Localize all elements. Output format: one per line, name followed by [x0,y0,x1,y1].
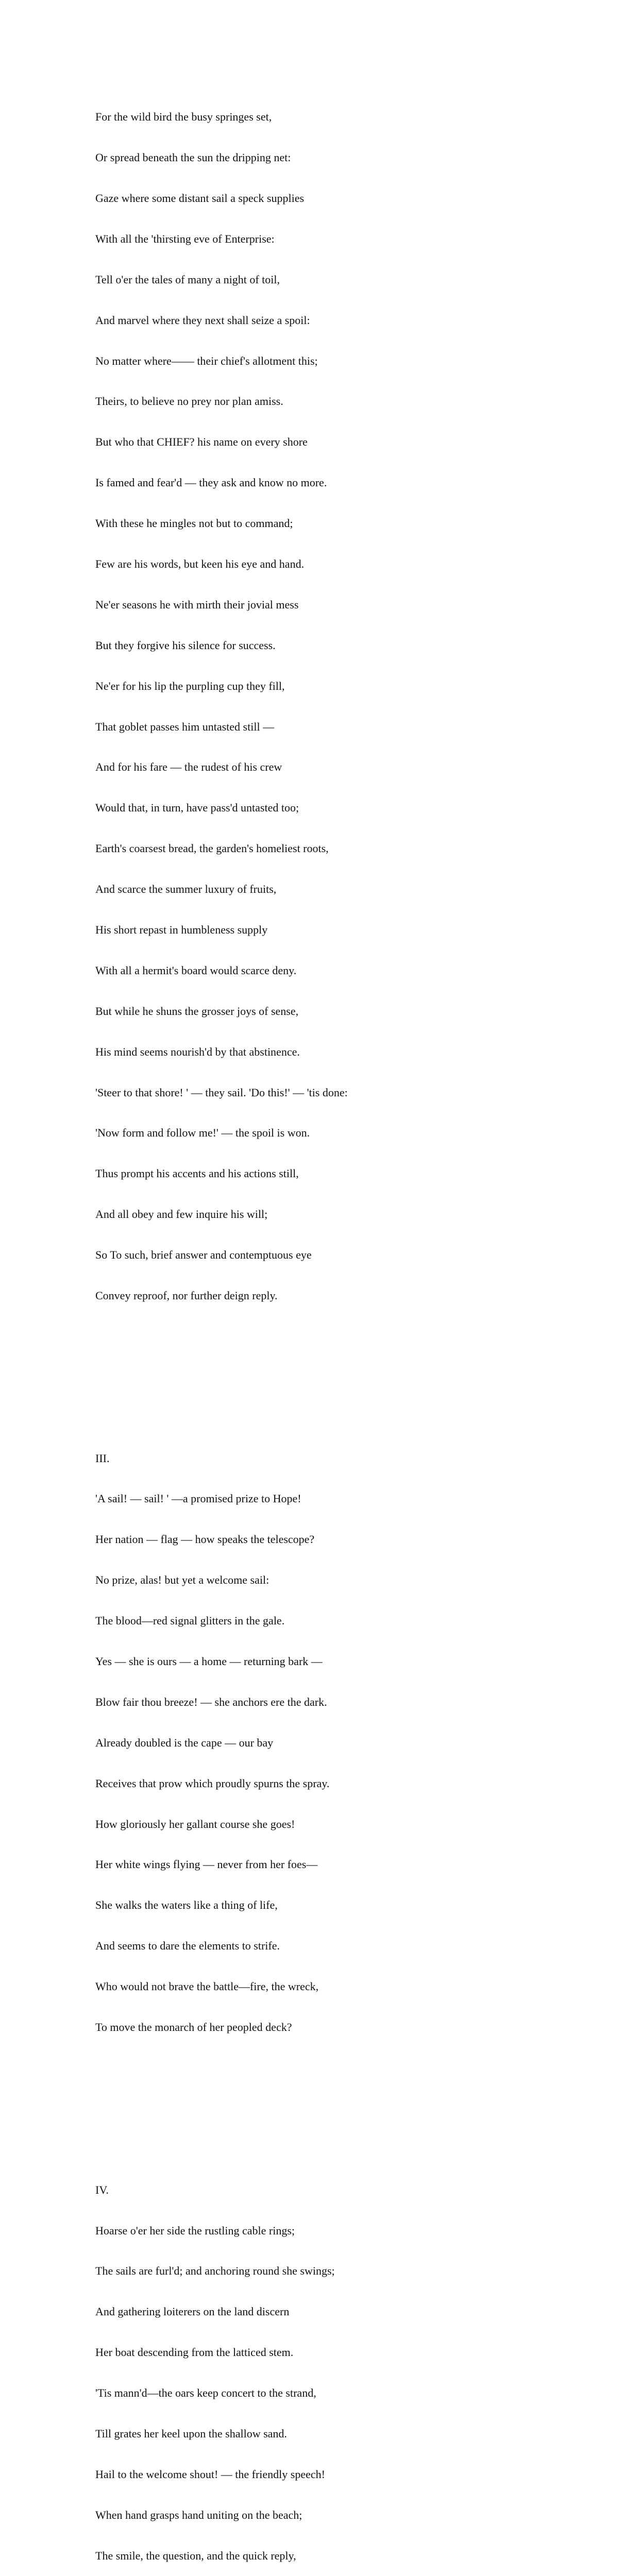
verse-line: Few are his words, but keen his eye and hand. [95,557,305,570]
verse-line: Till grates her keel upon the shallow sand. [95,2427,287,2440]
verse-line: Theirs, to believe no prey nor plan amiss. [95,395,283,408]
verse-line: That goblet passes him untasted still — [95,720,275,733]
verse-line: But they forgive his silence for success. [95,638,276,652]
stanza-heading: IV. [95,2183,109,2196]
verse-line: Or spread beneath the sun the dripping net: [95,151,291,164]
verse-line: Would that, in turn, have pass'd untasted too; [95,801,299,815]
verse-line: Thus prompt his accents and his actions still, [95,1167,299,1180]
verse-line: And for his fare — the rudest of his crew [95,760,282,774]
stanza-break [95,2102,611,2115]
verse-line: Ne'er for his lip the purpling cup they fill, [95,679,285,692]
stanza-continued [95,83,611,1330]
verse-line: When hand grasps hand uniting on the beach; [95,2508,302,2521]
verse-line: With all a hermit's board would scarce deny. [95,963,297,977]
verse-line: The blood—red signal glitters in the gale. [95,1614,285,1628]
verse-line: Is famed and fear'd — they ask and know no more. [95,476,327,489]
verse-line: And all obey and few inquire his will; [95,1208,268,1221]
verse-line: With all the 'thirsting eve of Enterprise: [95,232,275,245]
stanza-three [95,1425,611,2061]
verse-line: His mind seems nourish'd by that abstinence. [95,1045,300,1058]
verse-line: But while he shuns the grosser joys of sense, [95,1004,299,1018]
verse-line: Convey reproof, nor further deign reply. [95,1289,278,1302]
verse-line: The sails are furl'd; and anchoring round she swings; [95,2264,335,2278]
verse-line: And seems to dare the elements to strife. [95,1939,280,1953]
verse-line: With these he mingles not but to command; [95,517,293,530]
verse-line: She walks the waters like a thing of life, [95,1899,278,1912]
poem-text [95,56,611,2576]
verse-line: 'Tis mann'd—the oars keep concert to the strand, [95,2386,316,2400]
verse-line: No matter where—— their chief's allotment this; [95,354,318,367]
verse-line: So To such, brief answer and contemptuous eye [95,1248,312,1262]
verse-line: Ne'er seasons he with mirth their jovial mess [95,598,299,611]
verse-line: His short repast in humbleness supply [95,923,268,936]
verse-line: The smile, the question, and the quick reply, [95,2549,296,2562]
verse-line: Her nation — flag — how speaks the telescope? [95,1533,315,1546]
verse-line: Receives that prow which proudly spurns the spray. [95,1776,330,1790]
verse-line: Her boat descending from the latticed stem. [95,2346,294,2359]
verse-line: For the wild bird the busy springes set, [95,110,272,124]
stanza-heading: III. [95,1451,110,1465]
verse-line: Who would not brave the battle—fire, the wreck, [95,1980,319,1993]
verse-line: 'Steer to that shore! ' — they sail. 'Do this!' — 'tis done: [95,1086,348,1099]
verse-line: Hoarse o'er her side the rustling cable rings; [95,2224,295,2237]
verse-line: Her white wings flying — never from her foes— [95,1858,318,1871]
verse-line: No prize, alas! but yet a welcome sail: [95,1573,270,1587]
stanza-break [95,1370,611,1384]
verse-line: Gaze where some distant sail a speck supplies [95,191,305,205]
verse-line: Earth's coarsest bread, the garden's homeliest roots, [95,842,329,855]
verse-line: And gathering loiterers on the land discern [95,2305,290,2318]
verse-line: And scarce the summer luxury of fruits, [95,883,277,896]
verse-line: Hail to the welcome shout! — the friendly speech! [95,2467,325,2481]
verse-line: Tell o'er the tales of many a night of toil, [95,273,280,286]
verse-line: Blow fair thou breeze! — she anchors ere the dark. [95,1695,327,1708]
verse-line: And marvel where they next shall seize a spoil: [95,313,310,327]
verse-line: But who that CHIEF? his name on every shore [95,435,308,449]
verse-line: To move the monarch of her peopled deck? [95,2021,292,2034]
verse-line: 'A sail! — sail! ' —a promised prize to Hope! [95,1492,301,1505]
verse-line: 'Now form and follow me!' — the spoil is won. [95,1126,310,1140]
stanza-four [95,2156,611,2576]
verse-line: Yes — she is ours — a home — returning bark — [95,1655,323,1668]
verse-line: How gloriously her gallant course she goes! [95,1817,295,1831]
verse-line: Already doubled is the cape — our bay [95,1736,274,1749]
